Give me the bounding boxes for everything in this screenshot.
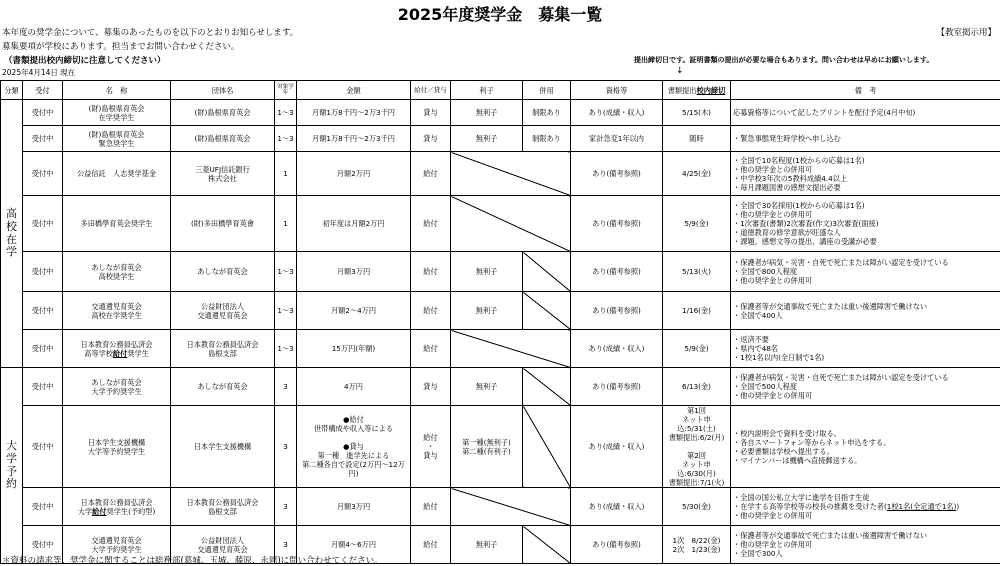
header-status: 受付: [23, 81, 63, 100]
org-cell: あしなが育英会: [171, 252, 275, 292]
type-cell: 給付: [411, 330, 451, 368]
qualification-cell: あり(成績・収入): [571, 330, 663, 368]
remarks-cell: ・保護者等が交通事故で死亡または重い後遺障害で働けない ・他の奨学金との併用可 ・全国で300人: [731, 526, 1000, 564]
interest-cell: 無利子: [451, 100, 523, 126]
grade-cell: 1〜3: [275, 252, 297, 292]
amount-cell: 月額1万8千円〜2万3千円: [297, 100, 411, 126]
qualification-cell: あり(成績・収入): [571, 406, 663, 488]
name-cell: (財)島根県育英会 緊急奨学生: [63, 126, 171, 152]
org-cell: 公益財団法人 交通遺児育英会: [171, 292, 275, 330]
grade-cell: 3: [275, 406, 297, 488]
type-cell: 給付: [411, 252, 451, 292]
interest-cell: 無利子: [451, 252, 523, 292]
remarks-cell: ・保護者が病気・災害・自死で死亡または障がい認定を受けている ・全国で500人程度 ・他の奨学金との併用可: [731, 368, 1000, 406]
interest-cell: 第一種(無利子) 第二種(有利子): [451, 406, 523, 488]
remarks-cell: ・返済不要 ・県内で48名 ・1校1名以内(全日制で1名): [731, 330, 1000, 368]
org-cell: (財)多田橋學育英會: [171, 196, 275, 252]
deadline-cell: 随時: [663, 126, 731, 152]
amount-cell: 4万円: [297, 368, 411, 406]
type-cell: 貸与: [411, 100, 451, 126]
status-cell: 受付中: [23, 126, 63, 152]
remarks-cell: ・緊急事態発生時学校へ申し込む: [731, 126, 1000, 152]
name-cell: 日本教育公務員弘済会 高等学校給付奨学生: [63, 330, 171, 368]
header-remarks: 備 考: [731, 81, 1000, 100]
header-org: 団体名: [171, 81, 275, 100]
table-row: [1, 126, 1000, 152]
qualification-cell: あり(備考参照): [571, 368, 663, 406]
header-grade: 対象学年: [275, 81, 297, 100]
name-cell: 日本教育公務員弘済会 大学給付奨学生(予約型): [63, 488, 171, 526]
deadline-cell: 1/16(金): [663, 292, 731, 330]
header-combined: 併用: [523, 81, 571, 100]
intro-line-2: 募集要項が学校にあります。担当までお問い合わせください。: [2, 42, 240, 52]
status-cell: 受付中: [23, 368, 63, 406]
interest-cell: 無利子: [451, 292, 523, 330]
category-highschool: 高 校 在 学: [1, 100, 23, 368]
table-row: [1, 488, 1000, 526]
as-of-date: 2025年4月14日 現在: [2, 68, 76, 77]
remarks-cell: ・全国で30名採用(1校からの応募は1名) ・他の奨学金との併用可 ・1次審査(書類)2次審査(作文)3次審査(面接) ・道徳教育の修学意欲が旺盛な人 ・課題、感想文等の提出、講座の受講が必要: [731, 196, 1000, 252]
deadline-cell: 5/9(金): [663, 196, 731, 252]
deadline-note: （書類提出校内締切に注意してください）: [4, 56, 166, 66]
deadline-cell: 6/13(金): [663, 368, 731, 406]
amount-cell: 初年度は月額2万円: [297, 196, 411, 252]
table-row: [1, 292, 1000, 330]
deadline-cell: 1次 8/22(金) 2次 1/23(金): [663, 526, 731, 564]
org-cell: (財)島根県育英会: [171, 126, 275, 152]
org-cell: あしなが育英会: [171, 368, 275, 406]
combined-empty-cell: [523, 406, 571, 488]
table-row: [1, 196, 1000, 252]
name-cell: あしなが育英会 大学予約奨学生: [63, 368, 171, 406]
type-cell: 給付: [411, 196, 451, 252]
table-row: [1, 330, 1000, 368]
deadline-cell: 5/13(火): [663, 252, 731, 292]
status-cell: 受付中: [23, 526, 63, 564]
qualification-cell: あり(備考参照): [571, 292, 663, 330]
qualification-cell: あり(備考参照): [571, 252, 663, 292]
status-cell: 受付中: [23, 196, 63, 252]
amount-cell: 月額3万円: [297, 488, 411, 526]
qualification-cell: 家計急変1年以内: [571, 126, 663, 152]
amount-cell: 月額2万円: [297, 152, 411, 196]
grade-cell: 1: [275, 196, 297, 252]
interest-combined-empty-cell: [451, 196, 571, 252]
combined-empty-cell: [523, 292, 571, 330]
amount-cell: 月額3万円: [297, 252, 411, 292]
name-cell: 多田橋學育英会奨学生: [63, 196, 171, 252]
qualification-cell: あり(成績・収入): [571, 100, 663, 126]
combined-empty-cell: [523, 526, 571, 564]
combined-cell: 制限あり: [523, 126, 571, 152]
org-cell: 三菱UFJ信託銀行 株式会社: [171, 152, 275, 196]
org-cell: 日本学生支援機構: [171, 406, 275, 488]
amount-cell: 月額1万8千円〜2万3千円: [297, 126, 411, 152]
header-name: 名 称: [63, 81, 171, 100]
name-cell: あしなが育英会 高校奨学生: [63, 252, 171, 292]
grade-cell: 1〜3: [275, 126, 297, 152]
qualification-cell: あり(備考参照): [571, 526, 663, 564]
interest-cell: 無利子: [451, 126, 523, 152]
status-cell: 受付中: [23, 292, 63, 330]
name-cell: 交通遺児育英会 大学予約奨学生: [63, 526, 171, 564]
category-university: 大 学 予 約: [1, 368, 23, 564]
interest-cell: 無利子: [451, 368, 523, 406]
table-row: [1, 406, 1000, 488]
board-label: 【教室掲示用】: [936, 28, 996, 38]
header-qualification: 資格等: [571, 81, 663, 100]
deadline-cell: 5/30(金): [663, 488, 731, 526]
deadline-cell: 4/25(金): [663, 152, 731, 196]
qualification-cell: あり(備考参照): [571, 152, 663, 196]
down-arrow-icon: ↓: [676, 66, 684, 76]
status-cell: 受付中: [23, 330, 63, 368]
page-title: 2025年度奨学金 募集一覧: [397, 5, 603, 24]
remarks-cell: ・保護者等が交通事故で死亡または重い後遺障害で働けない ・全国で400人: [731, 292, 1000, 330]
interest-combined-empty-cell: [451, 488, 571, 526]
amount-cell: 月額4〜6万円: [297, 526, 411, 564]
amount-cell: 月額2〜4万円: [297, 292, 411, 330]
grade-cell: 3: [275, 488, 297, 526]
type-cell: 貸与: [411, 368, 451, 406]
table-row: [1, 100, 1000, 126]
intro-line-1: 本年度の奨学金について、募集のあったものを以下のとおりお知らせします。: [2, 28, 299, 38]
qualification-cell: あり(成績・収入): [571, 488, 663, 526]
amount-cell: ●給付 世帯構成や収入等による ●貸与 第一種 進学先による 第二種各自で設定(2万円〜12万円): [297, 406, 411, 488]
scholarship-table: [0, 80, 1000, 564]
type-cell: 給付: [411, 526, 451, 564]
org-cell: (財)島根県育英会: [171, 100, 275, 126]
table-row: [1, 152, 1000, 196]
org-cell: 公益財団法人 交通遺児育英会: [171, 526, 275, 564]
deadline-cell: 第1回 ネット申込:5/31(土) 書類提出:6/2(月) 第2回 ネット申込:6/30(月) 書類提出:7/1(火): [663, 406, 731, 488]
name-cell: 日本学生支援機構 大学等予約奨学生: [63, 406, 171, 488]
table-row: [1, 368, 1000, 406]
name-cell: (財)島根県育英会 在学奨学生: [63, 100, 171, 126]
deadline-cell: 5/9(金): [663, 330, 731, 368]
grade-cell: 3: [275, 526, 297, 564]
status-cell: 受付中: [23, 152, 63, 196]
qualification-cell: あり(備考参照): [571, 196, 663, 252]
org-cell: 日本教育公務員弘済会 島根支部: [171, 488, 275, 526]
status-cell: 受付中: [23, 100, 63, 126]
deadline-cell: 5/15(木): [663, 100, 731, 126]
deadline-explanation: 提出締切日です。証明書類の提出が必要な場合もあります。問い合わせは早めにお願いします。: [634, 56, 934, 64]
combined-cell: 制限あり: [523, 100, 571, 126]
header-amount: 金額: [297, 81, 411, 100]
type-cell: 給付: [411, 488, 451, 526]
remarks-cell: 応募資格等について記したプリントを配付予定(4月中旬): [731, 100, 1000, 126]
remarks-cell: ・保護者が病気・災害・自死で死亡または障がい認定を受けている ・全国で800人程度 ・他の奨学金との併用可: [731, 252, 1000, 292]
remarks-cell: ・全国で10名程度(1校からの応募は1名) ・他の奨学金との併用可 ・中学校3年次の5教科成績4.4以上 ・毎月課題図書の感想文提出必要: [731, 152, 1000, 196]
header-deadline: 書類提出校内締切: [663, 81, 731, 100]
footer-note: ＊資料の請求等、奨学金に関することは総務部(葛城、玉城、藤原、永岡)に問い合わせてください。: [2, 556, 383, 566]
interest-cell: 無利子: [451, 526, 523, 564]
remarks-cell: ・校内説明会で資料を受け取る。 ・各自スマートフォン等からネット申込をする。 ・必要書類は学校へ提出する。 ・マイナンバーは機構へ直接郵送する。: [731, 406, 1000, 488]
type-cell: 給付: [411, 292, 451, 330]
status-cell: 受付中: [23, 406, 63, 488]
grade-cell: 1: [275, 152, 297, 196]
grade-cell: 1〜3: [275, 292, 297, 330]
name-cell: 公益信託 人志奨学基金: [63, 152, 171, 196]
table-row: [1, 252, 1000, 292]
combined-empty-cell: [523, 368, 571, 406]
header-interest: 利子: [451, 81, 523, 100]
remarks-cell: ・全国の国公私立大学に進学を目指す生徒 ・在学する高等学校等の校長の推薦を受けた者(1校1名(全定通で1名)) ・他の奨学金との併用可: [731, 488, 1000, 526]
type-cell: 給付 ・ 貸与: [411, 406, 451, 488]
name-cell: 交通遺児育英会 高校在学奨学生: [63, 292, 171, 330]
combined-empty-cell: [523, 252, 571, 292]
interest-combined-empty-cell: [451, 152, 571, 196]
status-cell: 受付中: [23, 252, 63, 292]
grade-cell: 1〜3: [275, 330, 297, 368]
grade-cell: 3: [275, 368, 297, 406]
type-cell: 給付: [411, 152, 451, 196]
amount-cell: 15万円(年額): [297, 330, 411, 368]
interest-combined-empty-cell: [451, 330, 571, 368]
header-type: 給付／貸与: [411, 81, 451, 100]
grade-cell: 1〜3: [275, 100, 297, 126]
table-header-row: [1, 81, 1000, 100]
type-cell: 貸与: [411, 126, 451, 152]
org-cell: 日本教育公務員弘済会 島根支部: [171, 330, 275, 368]
header-category: 分類: [1, 81, 23, 100]
status-cell: 受付中: [23, 488, 63, 526]
